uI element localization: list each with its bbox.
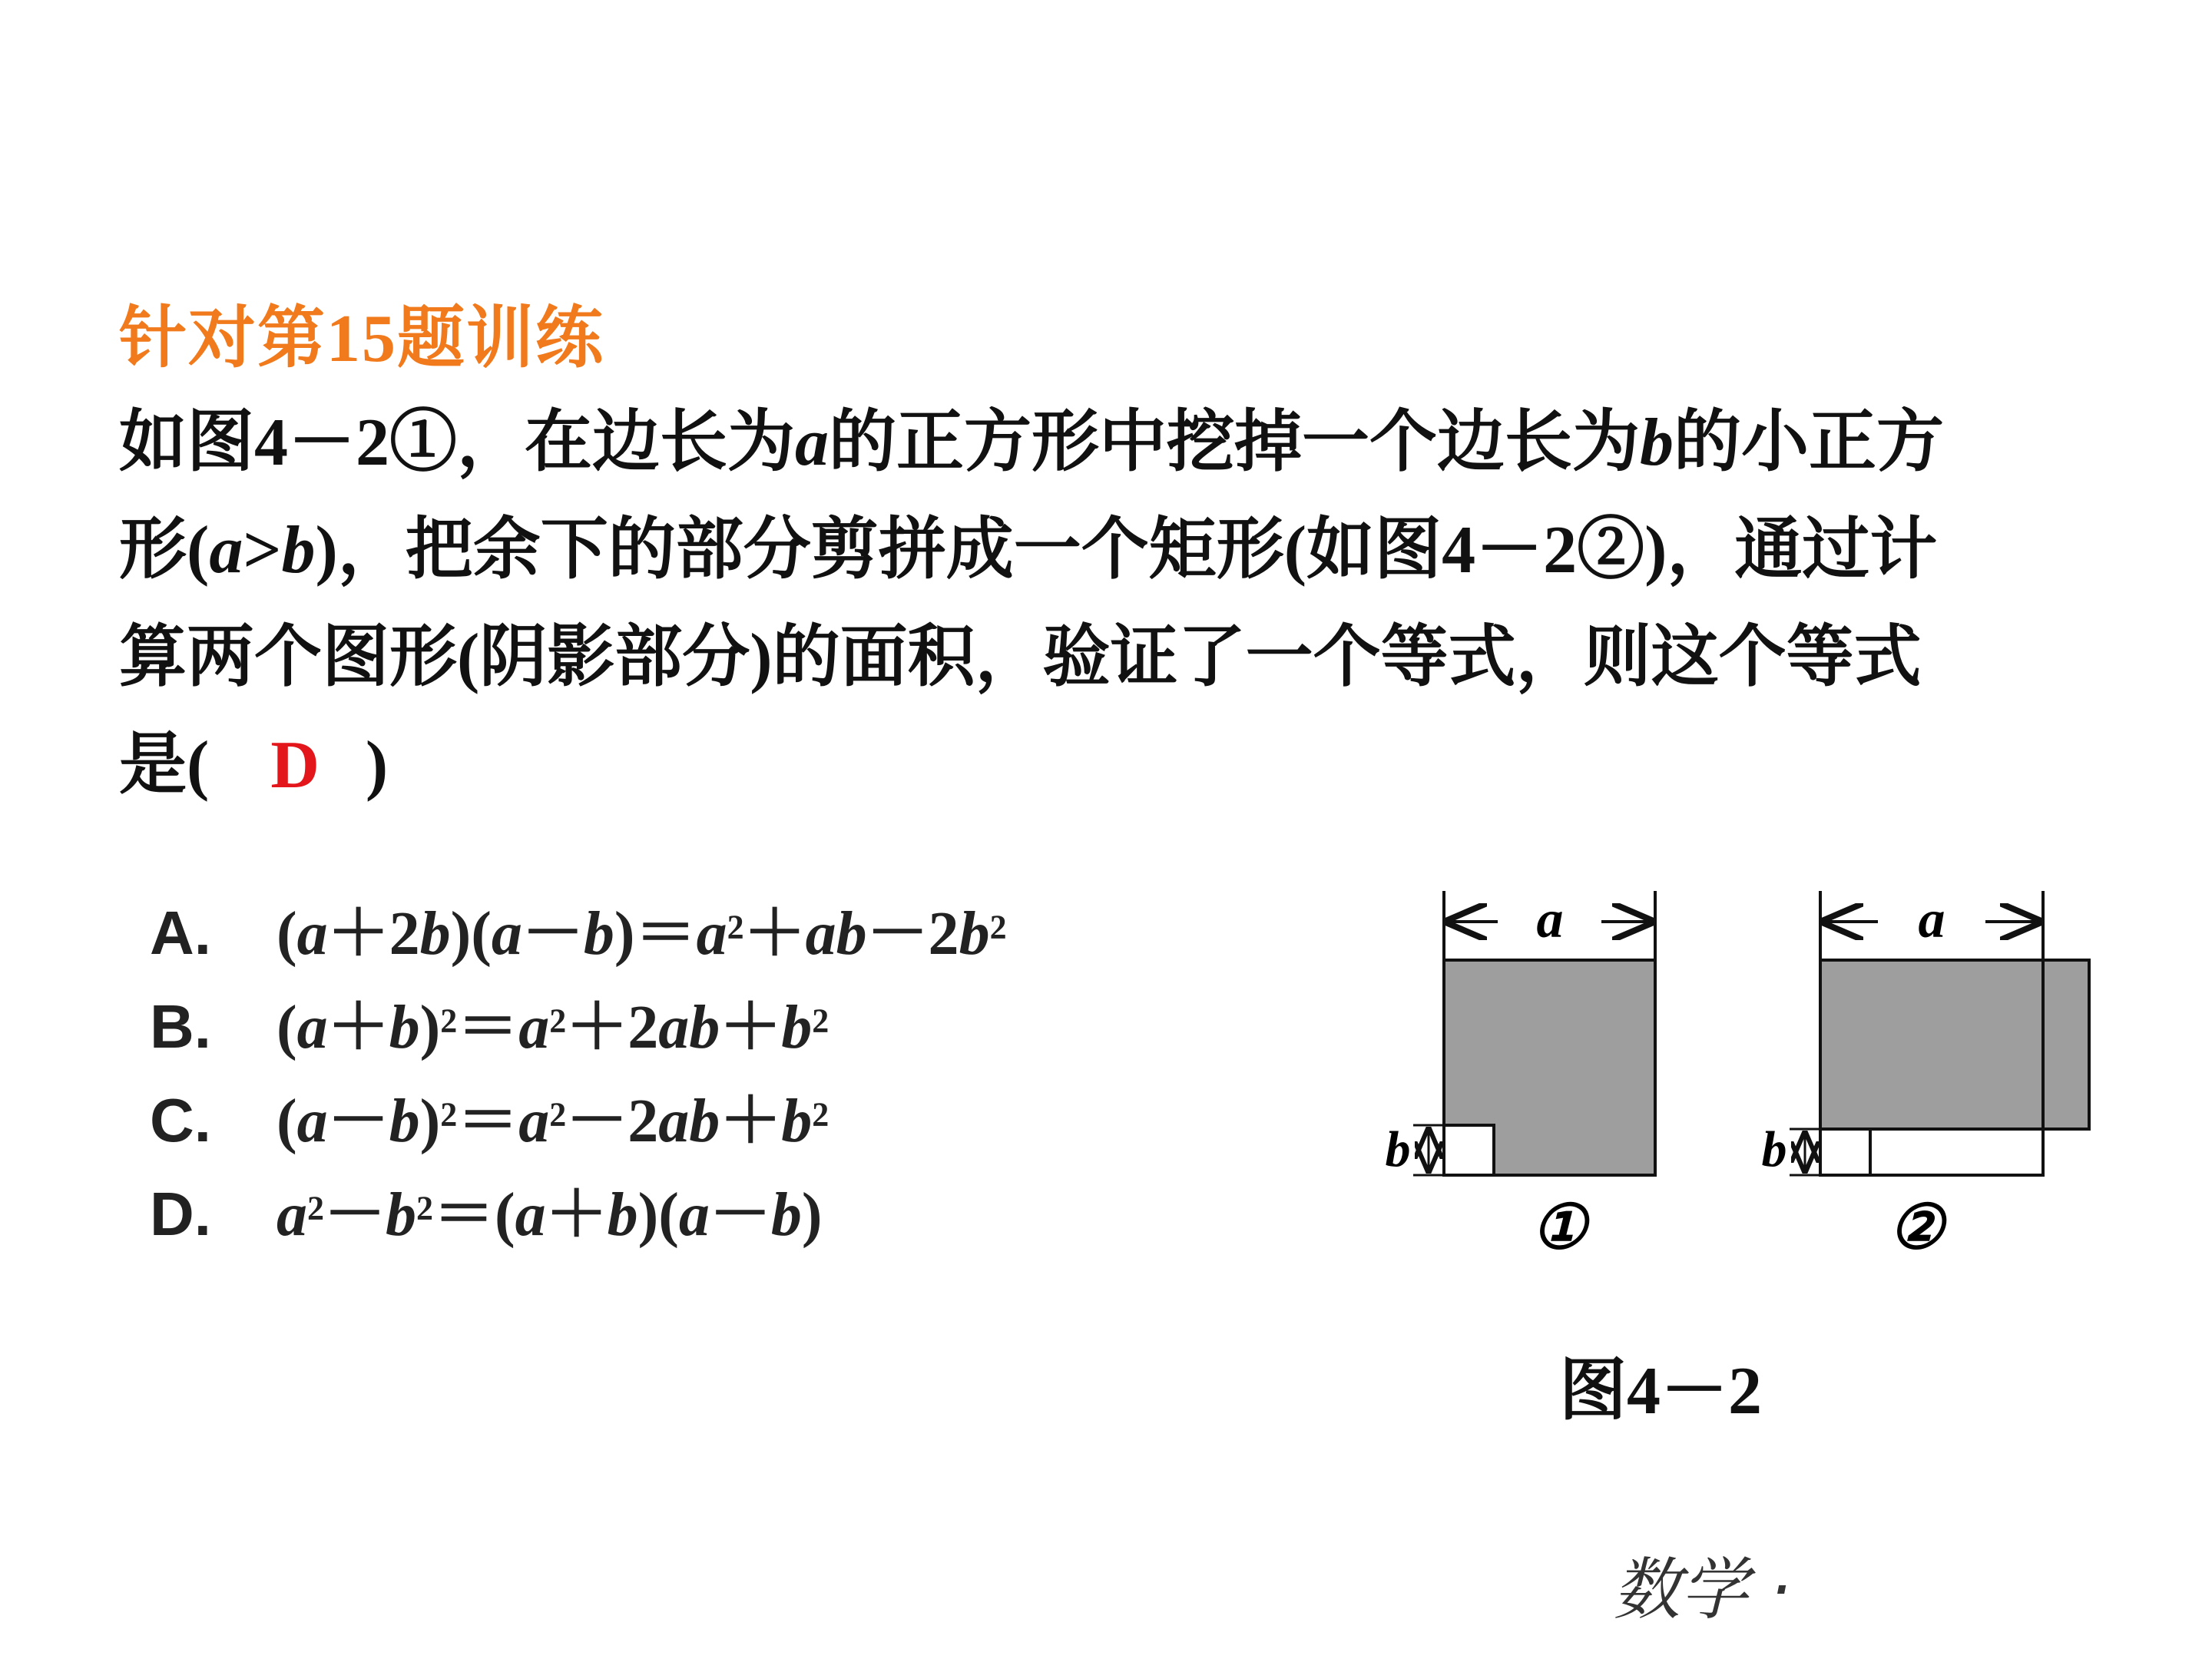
figure-2 (1762, 890, 2090, 1262)
question-line-4: 是( D ) (119, 728, 389, 803)
rectangle-shaded (1820, 960, 2089, 1129)
question-line-1: 如图4－2①，在边长为a的正方形中挖掉一个边长为b的小正方 (119, 406, 1945, 480)
section-title: 针对第15题训练 (119, 302, 605, 376)
label-b-1: b (1385, 1121, 1411, 1177)
question-line-2: 形(a>b)，把余下的部分剪拼成一个矩形(如图4－2②)，通过计 (119, 513, 1938, 588)
sub-label-2: ② (1889, 1194, 1944, 1262)
figure-caption: 图4－2 (1559, 1354, 1763, 1429)
label-b-2: b (1761, 1121, 1787, 1177)
option-c: C. $(a-b)^2=a^2-2ab+b^2$ (150, 1086, 830, 1155)
figure-1 (1386, 890, 1656, 1262)
footer-subject: 数学 · (1613, 1550, 1791, 1629)
label-a-2: a (1918, 890, 1945, 949)
small-square (1444, 1125, 1494, 1175)
option-d: D. $a^2-b^2=(a+b)(a-b)$ (150, 1180, 823, 1249)
sub-label-1: ① (1532, 1194, 1587, 1262)
option-b: B. $(a+b)^2=a^2+2ab+b^2$ (150, 992, 830, 1061)
bottom-strip (1820, 1129, 2043, 1175)
figure-4-2 (1367, 876, 2120, 1275)
answer-letter: D (270, 728, 320, 803)
question-line-3: 算两个图形(阴影部分)的面积，验证了一个等式，则这个等式 (119, 621, 1922, 695)
label-a-1: a (1536, 890, 1564, 949)
option-a: A. $(a+2b)(a-b)=a^2+ab-2b^2$ (150, 899, 1007, 968)
